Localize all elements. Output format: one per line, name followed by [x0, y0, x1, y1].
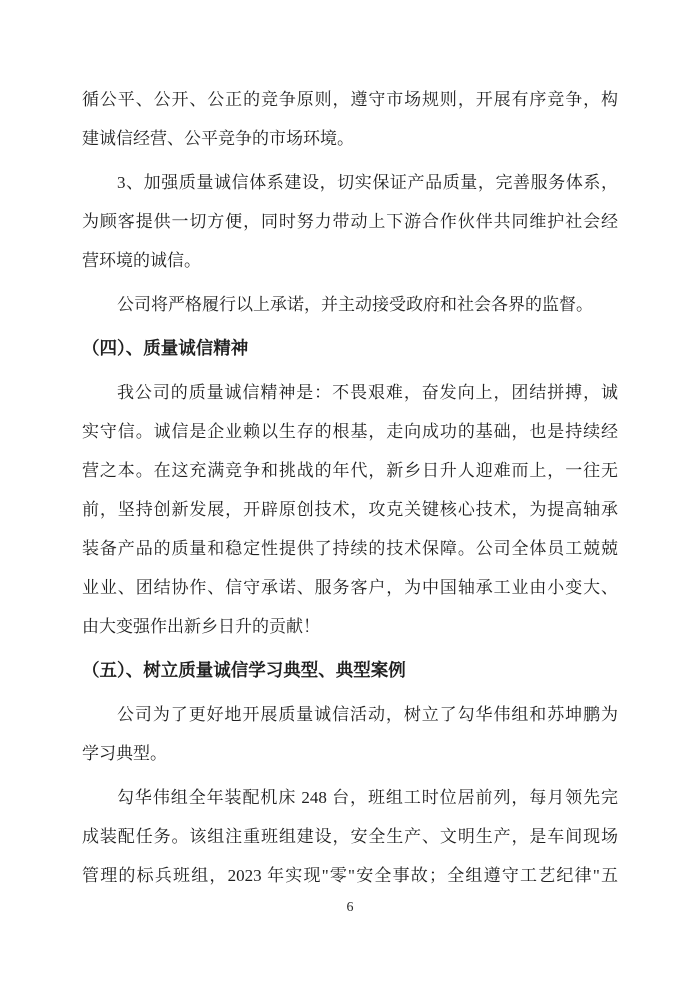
text-line: 营之本。在这充满竞争和挑战的年代，新乡日升人迎难而上，一往无 [82, 461, 618, 480]
text-line: 由大变强作出新乡日升的贡献！ [82, 617, 320, 636]
text-line: 公司为了更好地开展质量诚信活动，树立了勾华伟组和苏坤鹏为 [117, 705, 618, 724]
text-line: 营环境的诚信。 [82, 251, 201, 270]
text-line: 前，坚持创新发展，开辟原创技术，攻克关键核心技术，为提高轴承 [82, 500, 618, 519]
section-heading-4: （四）、质量诚信精神 [82, 338, 249, 358]
paragraph-models [82, 695, 618, 773]
text-line: 建诚信经营、公平竞争的市场环境。 [82, 129, 354, 148]
paragraph-spirit [82, 373, 618, 646]
text-line: 我公司的质量诚信精神是：不畏艰难，奋发向上，团结拼搏，诚 [117, 383, 618, 402]
paragraph-case [82, 778, 618, 895]
paragraph-commitment [82, 285, 618, 324]
text-line: 学习典型。 [82, 744, 167, 763]
text-line: 实守信。诚信是企业赖以生存的根基，走向成功的基础，也是持续经 [82, 422, 618, 441]
page-number: 6 [346, 900, 354, 915]
text-line: 装备产品的质量和稳定性提供了持续的技术保障。公司全体员工兢兢 [82, 539, 618, 558]
text-line: 成装配任务。该组注重班组建设，安全生产、文明生产，是车间现场 [82, 827, 618, 846]
text-line: 公司将严格履行以上承诺，并主动接受政府和社会各界的监督。 [117, 295, 593, 314]
paragraph-item-3 [82, 163, 618, 280]
text-line: 业业、团结协作、信守承诺、服务客户，为中国轴承工业由小变大、 [82, 578, 618, 597]
text-line: 循公平、公开、公正的竞争原则，遵守市场规则，开展有序竞争，构 [82, 90, 618, 109]
section-heading-5: （五）、树立质量诚信学习典型、典型案例 [82, 660, 406, 680]
text-line: 勾华伟组全年装配机床 248 台，班组工时位居前列，每月领先完 [117, 788, 618, 807]
text-line: 3、加强质量诚信体系建设，切实保证产品质量，完善服务体系， [117, 173, 618, 192]
text-line: 为顾客提供一切方便，同时努力带动上下游合作伙伴共同维护社会经 [82, 212, 618, 231]
text-line: 管理的标兵班组，2023 年实现"零"安全事故；全组遵守工艺纪律"五 [82, 866, 618, 885]
paragraph-continuation [82, 80, 618, 158]
